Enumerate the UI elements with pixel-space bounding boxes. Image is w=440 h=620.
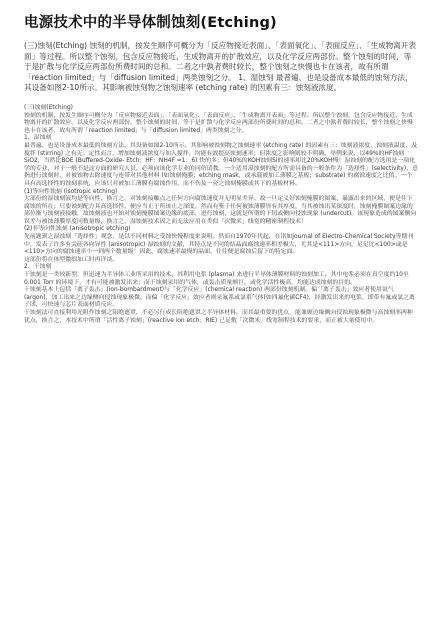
heading-isotropic: (1)等向性蚀刻 (isotropic etching) <box>24 188 118 195</box>
paragraph-mechanisms: 干蚀刻基本上包括「离子轰击」(ion-bombardment)与「化学反应」(chemical reaction) 两部份蚀刻机制。偏「离子轰击」效应者使用氩气(argon)，加工出来之边缘侧向侵蚀现象极微。而偏「化学反应」效应者则采氟系或氯系气体(如四氟化碳CF4)，经激发出来的电浆，即带有氟或氯之离子团，可快速与芯片表面材质反应。 <box>24 287 415 309</box>
paragraph-note: 这部份将在体型微细加工时再详谈。 <box>24 256 119 263</box>
paragraph-dry-etching: 干蚀刻是一类较新型，但迅速为半导体工业所采用的技术。其利用电浆 (plasma) 来进行半导体薄膜材料的蚀刻加工。其中电浆必须在真空度约10至0.001 Torr 的环境下，才有可能被激发出来；而干蚀刻采用的气体，或轰击质量颇巨，或化学活性极高，均能达成蚀刻的目的。 <box>24 272 409 286</box>
paragraph-advantages: 干蚀刻法可直接利用光阻作蚀刻之阻绝遮罩，不必另行成长阻绝遮罩之半导体材料。而其最重要的优点，能兼顾边缘侧向侵蚀现象极微与高蚀刻率两种优点，换言之，本技术中所谓「活性离子蚀刻」(reactive ion etch；RIE) 已足敷「次微米」线宽制程技术的要求，而正被大量使用中。 <box>24 310 413 324</box>
paragraph-mechanism: 蚀刻的机制，按发生顺序可概分为「反应物接近表面」、「表面氧化」、「表面反应」、「生成物离开表面」等过程。所以整个蚀刻，包含反应物接近、生成物离开的扩散效应，以及化学反应两部份。整个蚀刻的时间，等于是扩散与化学反应两部份所费时间的总和。二者之中孰者费时较长，整个蚀刻之快慢也卡在该者，故有所谓「reaction limited」与「diffusion limited」两类蚀刻之分。 <box>24 112 413 134</box>
paragraph-anisotropic: 先前题到之湿蚀刻「选择性」观念，是以不同材料之受蚀快慢程度来说明。然而自1970年代起，在诸如Journal of Electro-Chemical Society等期刊中，发表了许多有关硅各向异性 (anisotropic) 湿蚀刻的文献，其特点是不同的结晶面腐蚀速率相差极大，尤其是<111>方向，足足比<100>或是<110>方向的腐蚀速率小一到两个数量级！因此，腐蚀速率最慢的晶面，往往便是腐蚀后留下的特定面。 <box>24 234 414 256</box>
article-body <box>24 105 418 325</box>
section-gap <box>24 94 418 105</box>
heading-etching: (三)蚀刻(Etching) <box>24 104 73 111</box>
paragraph-isotropic: 大部份的湿蚀刻液均是等向性，换言之，对蚀刻接触点之任何方向腐蚀速度并无明显差异。故一旦定义好蚀刻掩膜的图案，暴露出来的区域，便是往下腐蚀的所在；只要蚀刻配方具高选择性，便应当止于所该止之深度。然而有鉴于任何被蚀薄膜皆有其厚度，当其被蚀出某深度时，蚀刻掩膜图案边缘的部位渐与蚀刻液接触，故蚀刻液也开始对蚀刻掩膜图案边缘的底部，进行蚀刻，这就是所谓的下切或侧向侵蚀现象 (undercut)。该现象造成的图案侧向误差与被蚀薄膜厚度同数量级，换言之，湿蚀刻技术因之而无法应用在类似「次微米」线宽的精密制程技术！ <box>24 196 417 225</box>
heading-wet-etching: 1、湿蚀刻 <box>24 135 52 142</box>
page-title: 电源技术中的半导体制蚀刻(Etching) <box>24 15 277 31</box>
heading-anisotropic: (2)非等向性蚀刻 (anisotropic etching) <box>24 226 131 233</box>
summary-paragraph: (三)蚀刻(Etching) 蚀刻的机制，按发生顺序可概分为「反应物接近表面」、「表面氧化」、「表面反应」、「生成物离开表面」等过程。所以整个蚀刻，包含反应物接近、生成物离开的扩散效应，以及化学反应两部份。整个蚀刻的时间，等于是扩散与化学反应两部份所费时间的总和。二者之中孰者费时较长，整个蚀刻之快慢也卡在该者，故有所谓「reaction limited」与「diffusion limited」两类蚀刻之分。 1、湿蚀刻 最普遍、也是设备成本最低的蚀刻方法，其设备如图2-10所示。其影响被蚀刻物之蚀刻速率 (etching rate) 的因素有三：蚀刻液浓度。 <box>24 41 417 93</box>
heading-dry-etching: 2、干蚀刻 <box>24 264 52 271</box>
paragraph-wet-etching: 最普遍、也是设备成本最低的蚀刻方法，其设备如图2-10所示。其影响被蚀刻物之蚀刻速率 (etching rate) 的因素有三：蚀刻液浓度、蚀刻液温度、及搅拌 (stirring) 之有无。定性而言，增加蚀刻液浓度与加入搅拌，均能有效提高蚀刻速率；但浓度之影响则较不明确。举例来说，以49%的HF蚀刻SiO2，当然比BOE (Buffered-Oxide- Etch；HF：NH4F =1：6) 快的多；但40%的KOH蚀刻Si的速率却比20%KOH慢！湿蚀刻的配方选用是一项化学的专业，对于一般不是这方面的研究人员，必须向该化学专业的同侪请教。一个适用湿蚀刻的配方所需具备的一般条件为「选择性」(selectivity)，意指进行蚀刻时，对被蚀物去除速度与连带对其他材料 (如蚀刻掩膜；etching mask，或承载被加工薄膜之基板；substrate) 的腐蚀速度之比值。一个具有高选择性的蚀刻系统，应该只对被加工薄膜有腐蚀作用，而不伤及一旁之蚀刻掩膜或其下的基板材料。 <box>24 142 418 187</box>
